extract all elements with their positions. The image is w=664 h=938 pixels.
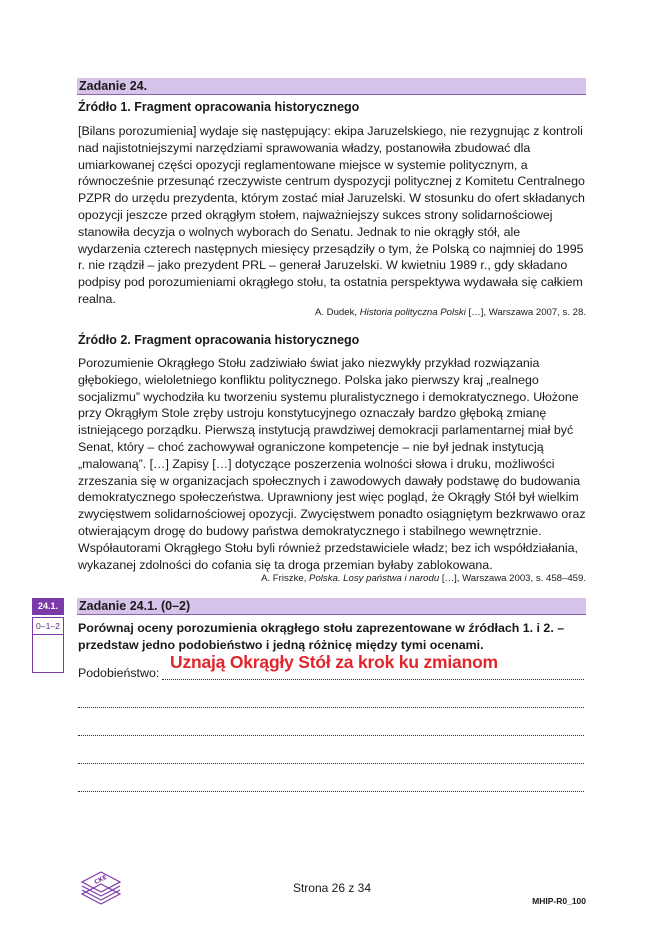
score-box: 0–1–2: [32, 617, 64, 635]
source2-cite-rest: […], Warszawa 2003, s. 458–459.: [439, 573, 586, 584]
svg-text:CKE: CKE: [93, 873, 109, 887]
source1-heading: Źródło 1. Fragment opracowania historycznego: [78, 100, 360, 114]
dotted-line: [162, 679, 584, 680]
task-header: Zadanie 24.: [77, 78, 586, 95]
source2-cite-title: Polska. Losy państwa i narodu: [309, 573, 440, 584]
exam-code: MHIP-R0_100: [532, 896, 586, 906]
source1-cite-title: Historia polityczna Polski: [359, 307, 466, 318]
source2-text: Porozumienie Okrągłego Stołu zadziwiało świat jako niezwykły przykład rozwiązania głębokiego, wieloletniego konfliktu politycznego. Polska jako pierwszy kraj „realnego socjalizmu” wychodziła ku tworzeniu systemu pluralistycznego i demokratycznego. Ułożone przy Okrągłym Stole zręby ustroju konstytucyjnego oznaczały bardzo głęboką zmianę istniejącego porządku. Pierwszą instytucją prawdziwej demokracji parlamentarnej miał być Senat, który – choć zachowywał ograniczone kompetencje – nie był jednak instytucją „malowaną”. […] Zapisy […] dotyczące poszerzenia wolności słowa i druku, możliwości zrzeszania się w organizacjach społecznych i zawodowych dawały podstawę do budowania demokratycznego społeczeństwa. Uprawniony jest więc pogląd, że Okrągły Stół był wielkim zwycięstwem solidarnościowej opozycji. Zwycięstwem ponadto osiągniętym bezkrwawo oraz otwierającym drogę do budowy państwa demokratycznego i stabilnego wewnętrznie. Współautorami Okrągłego Stołu byli również przedstawiciele władz; bez ich współdziałania, wykazanej zdolności do cofania się ta droga przemian byłaby zablokowana.: [78, 356, 586, 572]
score-entry-box: [32, 635, 64, 673]
dotted-line: [78, 791, 584, 792]
source2-heading: Źródło 2. Fragment opracowania historycznego: [78, 333, 360, 347]
source1-cite-rest: […], Warszawa 2007, s. 28.: [465, 307, 586, 318]
similarity-label: Podobieństwo:: [78, 666, 160, 680]
dotted-line: [78, 735, 584, 736]
source1-cite-author: A. Dudek,: [314, 307, 360, 318]
source1-text: [Bilans porozumienia] wydaje się następujący: ekipa Jaruzelskiego, nie rezygnując z kontroli nad najistotniejszymi narzędziami sprawowania władzy, postanowiła zbudować dla umiarkowanej części opozycji reglamentowane miejsce w systemie politycznym, a równocześnie przesunąć rzeczywiste centrum dyspozycji politycznej z Komitetu Centralnego PZPR do urzędu prezydenta, którym zostać miał Jaruzelski. W stosunku do ofert składanych opozycji jeszcze przed okrągłym stołem, najważniejszy sukces strony solidarnościowej stanowiła decyzja o wolnych wyborach do Senatu. Jednak to nie okrągły stół, ale wydarzenia czterech następnych miesięcy przesądziły o tym, że Polską co najmniej do 1995 r. nie rządził – jako prezydent PRL – generał Jaruzelski. W kwietniu 1989 r., gdy składano podpisy pod porozumieniami okrągłego stołu, ta ostatnia perspektywa wydawała się całkiem realna.: [78, 124, 585, 306]
subtask-number-badge: 24.1.: [32, 598, 64, 615]
answer-line-2[interactable]: [78, 696, 584, 708]
page-number: Strona 26 z 34: [292, 881, 372, 895]
dotted-line: [78, 763, 584, 764]
dotted-line: [78, 707, 584, 708]
source1-citation: [315, 307, 586, 318]
answer-line-3[interactable]: [78, 724, 584, 736]
source2-citation: [261, 573, 586, 584]
source2-cite-author: A. Friszke,: [261, 573, 310, 584]
answer-line-5[interactable]: [78, 780, 584, 792]
handwritten-answer: Uznają Okrągły Stół za krok ku zmianom: [170, 652, 498, 672]
subtask-question: Porównaj oceny porozumienia okrągłego stołu zaprezentowane w źródłach 1. i 2. – przedstaw jedno podobieństwo i jedną różnicę między tymi ocenami.: [78, 621, 565, 652]
answer-line-4[interactable]: [78, 752, 584, 764]
subtask-header: Zadanie 24.1. (0–2): [77, 598, 586, 615]
